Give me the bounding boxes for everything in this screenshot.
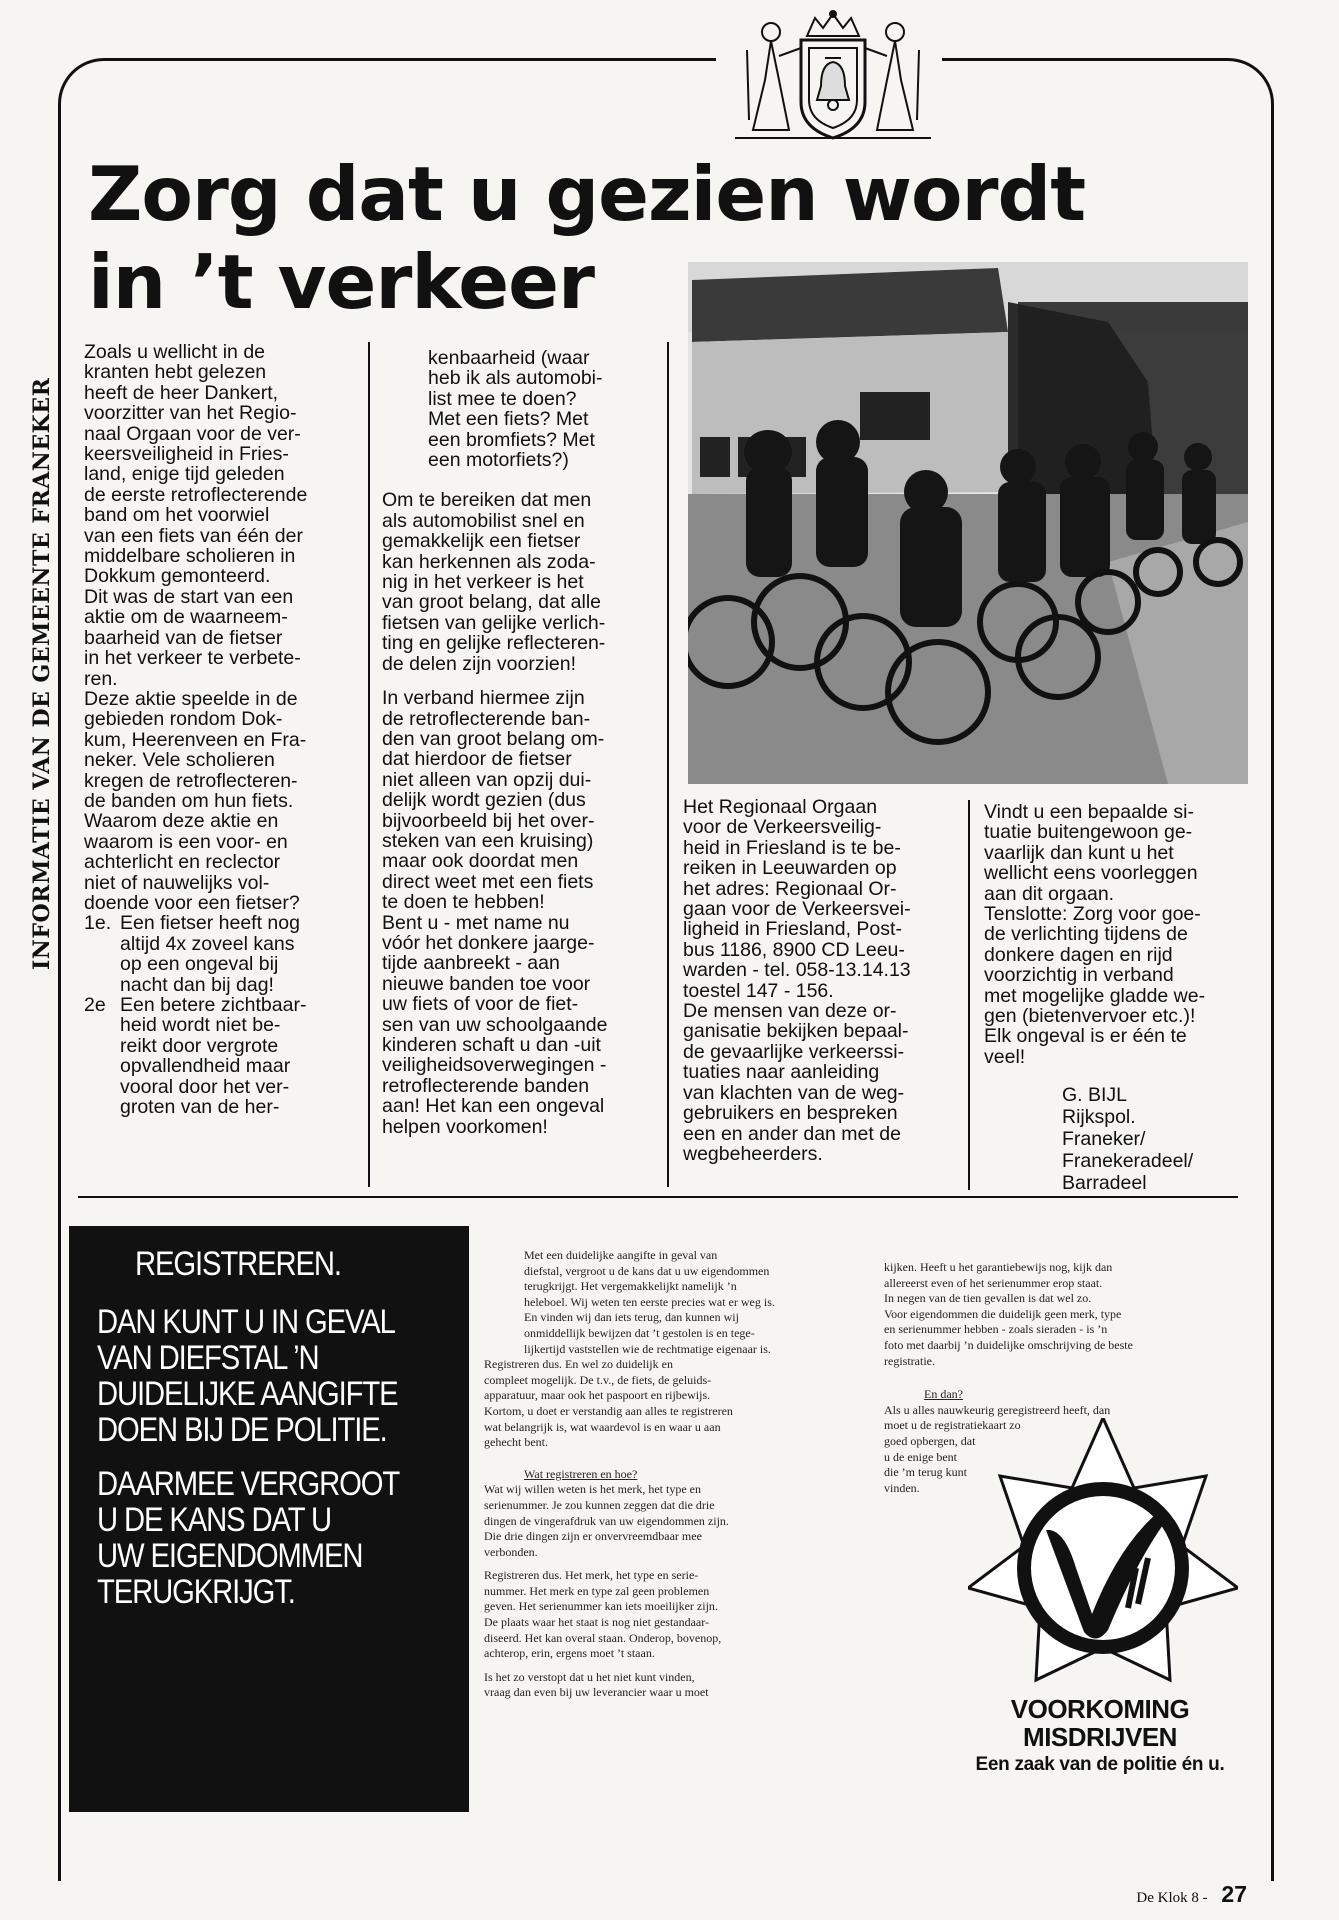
- author-signature: G. BIJL Rijkspol. Franeker/ Franekeradeel/ Barradeel: [1062, 1084, 1194, 1194]
- article-paragraph: Het Regionaal Orgaan voor de Verkeersveilig- heid in Friesland is te be- reiken in Leeuwarden op het adres: Regionaal Or- gaan voor de Verkeersvei- ligheid in Friesland, Post- bus 1186, 8900 CD Leeu- warden - tel. 058-13.14.13 toestel 147 - 156.: [683, 796, 911, 1002]
- article-paragraph: Bent u - met name nu vóór het donkere jaarge- tijde aanbreekt - aan nieuwe banden toe voor uw fiets of voor de fiet- sen van uw schoolgaande kinderen schaft u dan -uit veiligheidsoverwegingen - retroflecterende banden aan! Het kan een ongeval helpen voorkomen!: [382, 911, 608, 1138]
- footer-separator: -: [1202, 1890, 1208, 1906]
- small-paragraph: Wat wij willen weten is het merk, het type en serienummer. Je zou kunnen zeggen dat die drie dingen de vingerafdruk van uw eigendommen zijn. Die drie dingen zijn er onvervreemdbaar mee verbonden.: [484, 1482, 729, 1559]
- cyclists-photo: [688, 262, 1248, 784]
- column-divider: [368, 342, 370, 1187]
- column-divider: [667, 342, 669, 1187]
- small-paragraph: Als u alles nauwkeurig geregistreerd heeft, dan moet u de registratiekaart zo goed opbergen, dat u de enige bent die ’m terug kunt vinden.: [884, 1402, 1111, 1495]
- article-column-3: [683, 797, 973, 1164]
- small-paragraph: Met een duidelijke aangifte in geval van diefstal, vergroot u de kans dat u uw eigendommen terugkrijgt. Het vergemakkelijkt namelijk ’n heleboel. Wij weten ten eerste precies wat er weg is. En vinden wij dan iets terug, dan kunnen wij onmiddellijk bewijzen dat ’t gestolen is en tege- lijkertijd vaststellen wie de rechtmatige eigenaar is.: [524, 1248, 775, 1356]
- callout-paragraph: DAARMEE VERGROOT U DE KANS DAT U UW EIGENDOMMEN TERUGKRIJGT.: [97, 1465, 400, 1611]
- registration-text-column-1: [484, 1248, 844, 1701]
- small-subheading: Wat registreren en hoe?: [524, 1466, 638, 1481]
- page-number: 27: [1221, 1881, 1247, 1907]
- list-item: [84, 995, 364, 1117]
- headline-line-1: Zorg dat u gezien wordt: [88, 150, 1086, 238]
- article-paragraph: Tenslotte: Zorg voor goe- de verlichting tijdens de donkere dagen en rijd voorzichtig in verband met mogelijke gladde we- gen (bietenvervoer etc.)! Elk ongeval is er één te veel!: [984, 903, 1206, 1068]
- headline-line-2: in ’t verkeer: [88, 238, 594, 326]
- small-paragraph: Registreren dus. En wel zo duidelijk en compleet mogelijk. De t.v., de fiets, de geluids- apparatuur, maar ook het paspoort en rijbewijs. Kortom, u doet er verstandig aan alles te registreren wat belangrijk is, wat waardevol is en waar u aan gehecht bent.: [484, 1357, 733, 1450]
- article-paragraph: Vindt u een bepaalde si- tuatie buitengewoon ge- vaarlijk dan kunt u het wellicht eens voorleggen aan dit orgaan.: [984, 801, 1198, 905]
- sidebar-label: INFORMATIE VAN DE GEMEENTE FRANEKER: [29, 377, 55, 970]
- article-paragraph: In verband hiermee zijn de retroflecterende ban- den van groot belang om- dat hierdoor de fietser niet alleen van opzij dui- delijk wordt gezien (dus bijvoorbeeld bij het over- steken van een kruising) maar ook doordat men direct weet met een fiets te doen te hebben!: [382, 687, 605, 914]
- small-paragraph: Is het zo verstopt dat u het niet kunt vinden, vraag dan even bij uw leverancier waar u moet: [484, 1669, 709, 1700]
- list-text: Een betere zichtbaar- heid wordt niet be- reikt door vergrote opvallendheid maar vooral door het ver- groten van de her-: [120, 994, 307, 1119]
- article-paragraph: De mensen van deze or- ganisatie bekijken bepaal- de gevaarlijke verkeerssi- tuaties naar aanleiding van klachten van de weg- gebruikers en bespreken een en ander dan met de wegbeheerders.: [683, 1000, 909, 1165]
- callout-paragraph: DAN KUNT U IN GEVAL VAN DIEFSTAL ’N DUIDELIJKE AANGIFTE DOEN BIJ DE POLITIE.: [97, 1303, 398, 1449]
- article-column-4: [984, 802, 1254, 1067]
- section-divider: [78, 1196, 1238, 1198]
- logo-title: VOORKOMING MISDRIJVEN: [1010, 1694, 1190, 1752]
- callout-heading: REGISTREREN.: [135, 1245, 341, 1283]
- page-footer: [1136, 1881, 1247, 1908]
- magazine-name: De Klok 8: [1136, 1890, 1199, 1906]
- small-paragraph: Registreren dus. Het merk, het type en serie- nummer. Het merk en type zal geen problemen geven. Het serienummer kan iets moeilijker zijn. De plaats waar het staat is nog niet gestandaar- diseerd. Het kan overal staan. Onderop, bovenop, achterop, erin, ergens moet ’t staan.: [484, 1568, 722, 1661]
- logo-tagline: Een zaak van de politie én u.: [975, 1754, 1225, 1775]
- crime-prevention-logo-icon: [968, 1418, 1238, 1698]
- list-text: Een fietser heeft nog altijd 4x zoveel kans op een ongeval bij nacht dan bij dag!: [120, 912, 300, 996]
- registration-callout: [69, 1226, 469, 1812]
- small-subheading: En dan?: [924, 1387, 963, 1402]
- article-paragraph: Om te bereiken dat men als automobilist snel en gemakkelijk een fietser kan herkennen als zoda- nig in het verkeer is het van groot belang, dat alle fietsen van gelijke verlich- ting en gelijke reflecteren- de delen zijn voorzien!: [382, 489, 606, 675]
- article-column-2: [382, 348, 672, 1137]
- coat-of-arms-icon: [735, 10, 931, 145]
- article-paragraph: Zoals u wellicht in de kranten hebt gelezen heeft de heer Dankert, voorzitter van het Regio- naal Orgaan voor de ver- keersveiligheid in Fries- land, enige tijd geleden de eerste retroflecterende band om het voorwiel van een fiets van één der middelbare scholieren in Dokkum gemonteerd. Dit was de start van een aktie om de waarneem- baarheid van de fietser in het verkeer te verbete- ren.: [84, 341, 308, 690]
- list-number: 2e: [84, 994, 106, 1016]
- small-paragraph: kijken. Heeft u het garantiebewijs nog, kijk dan allereerst even of het serienummer erop staat. In negen van de tien gevallen is dat wel zo. Voor eigendommen die duidelijk geen merk, type en serienummer hebben - zoals sieraden - is ’n foto met daarbij ’n duidelijke omschrijving de beste registratie.: [884, 1260, 1133, 1368]
- article-column-1: [84, 342, 364, 1117]
- list-number: 1e.: [84, 912, 112, 935]
- list-item: [84, 913, 364, 995]
- article-paragraph: Deze aktie speelde in de gebieden rondom Dok- kum, Heerenveen en Fra- neker. Vele scholieren kregen de retroflecteren- de banden om hun fiets. Waarom deze aktie en waarom is een voor- en achterlicht en reclector niet of nauwelijks vol- doende voor een fietser?: [84, 687, 307, 914]
- article-paragraph: kenbaarheid (waar heb ik als automobi- list mee te doen? Met een fiets? Met een bromfiets? Met een motorfiets?): [428, 347, 603, 472]
